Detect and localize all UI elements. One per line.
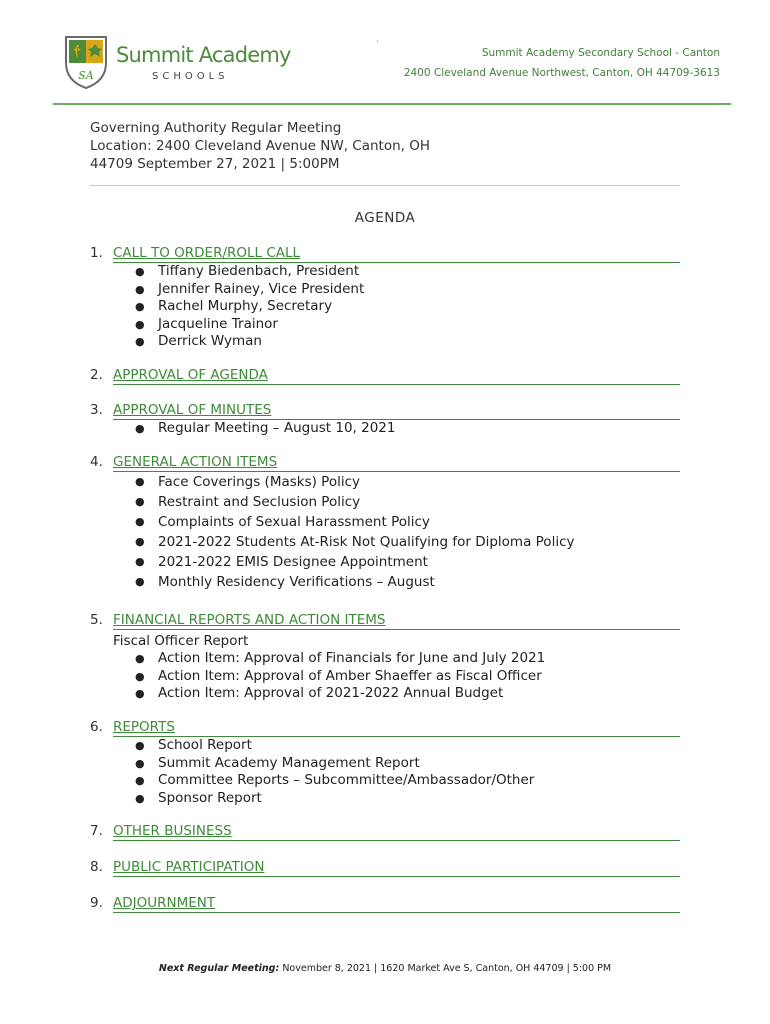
logo-monogram: SA <box>78 69 94 82</box>
bullet-icon: ● <box>135 300 145 313</box>
agenda-section-public-participation <box>90 859 680 877</box>
list-item: ● Summit Academy Management Report <box>135 754 420 771</box>
stray-mark: ` <box>376 40 380 49</box>
section-number: 4. <box>90 454 103 470</box>
list-item: ● Tiffany Biedenbach, President <box>135 263 360 279</box>
list-item: ● Committee Reports – Subcommittee/Ambassador/Other <box>135 772 535 788</box>
list-item: ● Complaints of Sexual Harassment Policy <box>135 514 430 530</box>
list-item: ● Action Item: Approval of Financials for June and July 2021 <box>135 650 546 666</box>
meeting-divider <box>90 185 680 186</box>
section-title-link[interactable]: APPROVAL OF MINUTES <box>113 402 272 418</box>
section-rule <box>113 840 680 841</box>
bullet-icon: ● <box>135 652 145 665</box>
bullet-icon: ● <box>135 687 145 700</box>
list-item: ● Regular Meeting – August 10, 2021 <box>135 420 396 436</box>
section-title-link[interactable]: FINANCIAL REPORTS AND ACTION ITEMS <box>113 612 386 628</box>
section-number: 5. <box>90 612 103 628</box>
section-rule <box>113 876 680 877</box>
section-title-link[interactable]: GENERAL ACTION ITEMS <box>113 454 278 470</box>
agenda-section-other-business <box>90 823 680 841</box>
section-title-link[interactable]: ADJOURNMENT <box>113 895 216 911</box>
bullet-icon: ● <box>135 774 145 787</box>
agenda-section-approval-of-minutes <box>90 402 680 438</box>
section-number: 2. <box>90 367 103 383</box>
list-item: ● Derrick Wyman <box>135 333 262 349</box>
next-meeting-footer <box>0 963 770 974</box>
agenda-section-adjournment <box>90 895 680 913</box>
section-number: 1. <box>90 245 103 261</box>
bullet-icon: ● <box>135 669 145 683</box>
bullet-icon: ● <box>135 555 145 568</box>
meeting-date: 44709 September 27, 2021 | 5:00PM <box>90 156 340 172</box>
list-item: ● Jennifer Rainey, Vice President <box>135 280 365 297</box>
school-name: Summit Academy Secondary School - Canton <box>481 47 720 59</box>
agenda-section-approval-of-agenda <box>90 367 680 385</box>
list-item: ● Action Item: Approval of 2021-2022 Annual Budget <box>135 685 504 701</box>
list-item: ● Rachel Murphy, Secretary <box>135 298 333 314</box>
section-number: 6. <box>90 719 103 735</box>
agenda-section-financial-reports <box>90 612 680 703</box>
agenda-heading: AGENDA <box>354 210 416 226</box>
section-title-link[interactable]: REPORTS <box>113 719 175 735</box>
bullet-icon: ● <box>135 282 145 296</box>
list-item: ● Jacqueline Trainor <box>135 315 278 332</box>
bullet-icon: ● <box>135 495 145 508</box>
list-item: ● Sponsor Report <box>135 789 262 806</box>
list-item: ● Action Item: Approval of Amber Shaeffer as Fiscal Officer <box>135 667 542 684</box>
fiscal-officer-report-label: Fiscal Officer Report <box>113 633 249 649</box>
bullet-icon: ● <box>135 739 145 752</box>
summit-academy-logo <box>64 33 291 91</box>
school-address: 2400 Cleveland Avenue Northwest, Canton, OH 44709-3613 <box>403 67 720 79</box>
header-divider <box>53 103 731 105</box>
section-number: 9. <box>90 895 103 911</box>
section-title-link[interactable]: PUBLIC PARTICIPATION <box>113 859 265 875</box>
bullet-icon: ● <box>135 317 145 331</box>
meeting-title: Governing Authority Regular Meeting <box>90 120 342 136</box>
agenda-section-general-action-items <box>90 454 680 592</box>
list-item: ● School Report <box>135 737 252 753</box>
bullet-icon: ● <box>135 756 145 770</box>
section-number: 7. <box>90 823 103 839</box>
section-number: 3. <box>90 402 103 418</box>
meeting-details <box>90 119 430 173</box>
bullet-icon: ● <box>135 575 145 588</box>
school-address-block <box>404 43 720 83</box>
section-rule <box>113 384 680 385</box>
logo-wordmark: Summit Academy <box>116 43 291 67</box>
bullet-icon: ● <box>135 475 145 488</box>
bullet-icon: ● <box>135 265 145 278</box>
section-rule <box>113 629 680 630</box>
next-meeting-details: November 8, 2021 | 1620 Market Ave S, Canton, OH 44709 | 5:00 PM <box>279 963 612 974</box>
section-rule <box>113 912 680 913</box>
list-item: ● 2021-2022 Students At-Risk Not Qualifying for Diploma Policy <box>135 534 575 550</box>
section-title-link[interactable]: OTHER BUSINESS <box>113 823 232 839</box>
agenda-section-call-to-order <box>90 245 680 351</box>
list-item: ● Face Coverings (Masks) Policy <box>135 474 361 490</box>
section-title-link[interactable]: CALL TO ORDER/ROLL CALL <box>113 245 301 261</box>
shield-crest-icon <box>64 33 108 89</box>
list-item: ● Restraint and Seclusion Policy <box>135 494 361 510</box>
section-title-link[interactable]: APPROVAL OF AGENDA <box>113 367 268 383</box>
section-number: 8. <box>90 859 103 875</box>
next-meeting-label: Next Regular Meeting: <box>158 963 280 974</box>
list-item: ● 2021-2022 EMIS Designee Appointment <box>135 554 428 570</box>
bullet-icon: ● <box>135 791 145 805</box>
agenda-section-reports <box>90 719 680 807</box>
list-item: ● Monthly Residency Verifications – August <box>135 574 435 590</box>
logo-subtitle: SCHOOLS <box>152 71 229 82</box>
bullet-icon: ● <box>135 515 145 528</box>
bullet-icon: ● <box>135 535 145 548</box>
meeting-location: Location: 2400 Cleveland Avenue NW, Canton, OH <box>90 138 431 154</box>
bullet-icon: ● <box>135 335 145 348</box>
bullet-icon: ● <box>135 422 145 435</box>
